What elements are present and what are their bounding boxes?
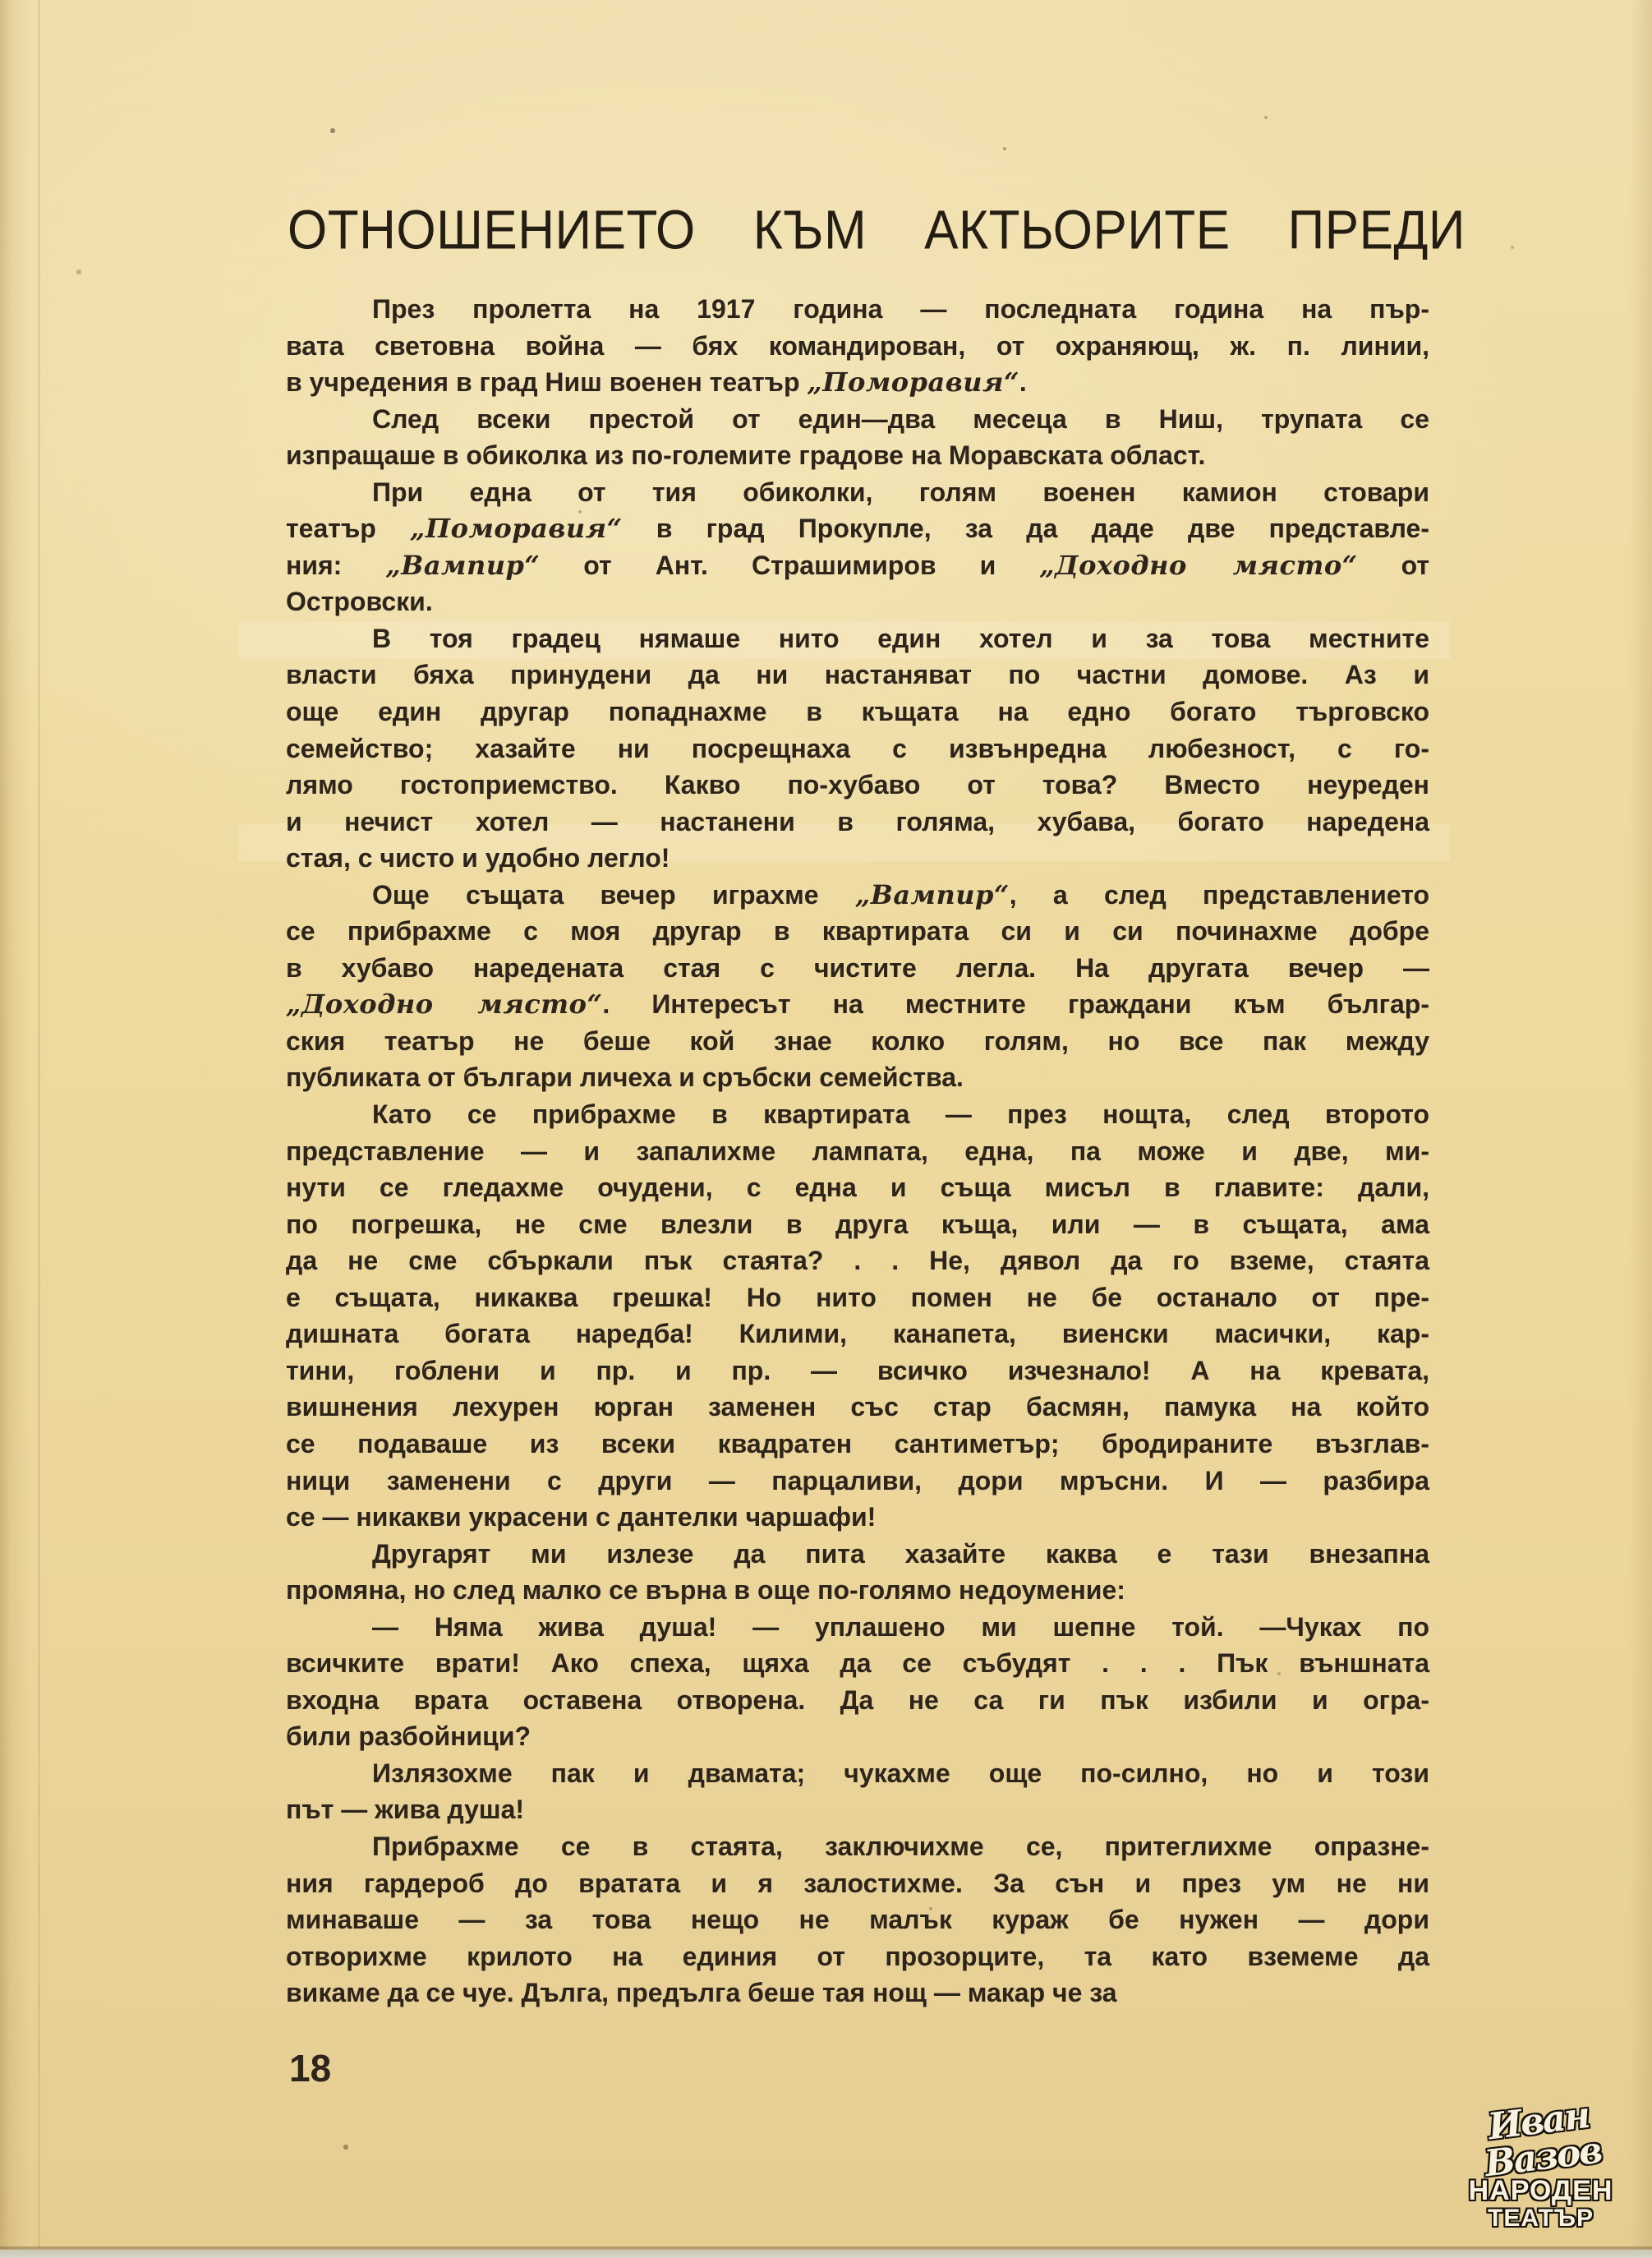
text-segment: нути се гледахме очудени, с една и съща мисъл в главите: дали, <box>286 1173 1429 1203</box>
text-segment: стая, с чисто и удобно легло! <box>286 843 670 873</box>
text-segment: , а след представлението <box>1009 879 1430 910</box>
italic-text-segment: „Поморавия“ <box>807 366 1019 399</box>
text-segment: се прибрахме с моя другар в квартирата си и си починахме добре <box>286 916 1429 947</box>
text-line <box>286 1169 1429 1206</box>
text-line <box>286 401 1429 438</box>
text-line <box>286 620 1429 657</box>
text-segment: изпращаше в обиколка из по-големите градове на Моравската област. <box>286 440 1206 471</box>
theatre-stamp <box>1461 2094 1621 2232</box>
text-segment: тини, гоблени и пр. и пр. — всичко изчезнало! А на кревата, <box>286 1355 1429 1385</box>
text-line <box>286 1828 1429 1865</box>
text-segment: викаме да се чуе. Дълга, предълга беше тая нощ — макар че за <box>286 1978 1117 2008</box>
text-segment: ния гардероб до вратата и я залостихме. За сън и през ум не ни <box>286 1868 1429 1898</box>
text-line <box>286 474 1429 511</box>
italic-text-segment: „Вампир“ <box>854 878 1010 910</box>
text-line <box>286 1536 1429 1573</box>
text-segment: в хубаво наредената стая с чистите легла. На другата вечер — <box>286 952 1429 983</box>
text-segment: път — жива душа! <box>286 1795 525 1825</box>
text-line <box>286 1133 1429 1170</box>
text-segment: входна врата оставена отворена. Да не са ги пък избили и огра- <box>286 1684 1429 1715</box>
text-line <box>286 767 1429 804</box>
text-line <box>286 291 1429 328</box>
text-segment: дишната богата наредба! Килими, канапета, виенски масички, кар- <box>286 1319 1429 1349</box>
text-segment: в град Прокупле, за да даде две представле- <box>622 514 1430 544</box>
text-segment: да не сме сбъркали пък стаята? . . Не, дявол да го вземе, стаята <box>286 1246 1429 1276</box>
text-segment: още един другар попаднахме в къщата на едно богато търговско <box>286 697 1429 727</box>
text-line <box>286 1901 1429 1938</box>
text-segment: от Ант. Страшимиров и <box>540 550 1040 580</box>
text-line <box>286 1096 1429 1133</box>
text-line <box>286 1499 1429 1536</box>
text-segment: ници заменени с други — парцаливи, дори мръсни. И — разбира <box>286 1465 1429 1495</box>
text-line <box>286 1975 1429 2011</box>
text-line <box>286 1426 1429 1463</box>
text-segment: — Няма жива душа! — уплашено ми шепне той. —Чуках по <box>372 1611 1429 1642</box>
text-line <box>286 1316 1429 1352</box>
text-segment: . <box>1019 367 1027 398</box>
text-line <box>286 364 1429 401</box>
text-line <box>286 1206 1429 1243</box>
text-line <box>286 877 1429 914</box>
text-line <box>286 840 1429 877</box>
text-line <box>286 1023 1429 1060</box>
text-segment: и нечист хотел — настанени в голяма, хубава, богато наредена <box>286 806 1429 836</box>
text-segment: При една от тия обиколки, голям военен камион стовари <box>372 477 1429 507</box>
text-line <box>286 1865 1429 1902</box>
paper-speckles <box>0 0 2 2</box>
text-line <box>286 1242 1429 1279</box>
text-segment: промяна, но след малко се върна в още по-голямо недоумение: <box>286 1575 1125 1606</box>
text-segment: всичките врати! Ако спеха, щяха да се събудят . . . Пък външната <box>286 1648 1429 1679</box>
text-segment: по погрешка, не сме влезли в друга къща, или — в същата, ама <box>286 1209 1429 1239</box>
text-line <box>286 1572 1429 1609</box>
text-segment: След всеки престой от един—два месеца в Ниш, трупата се <box>372 403 1429 434</box>
stamp-text-line1: НАРОДЕН <box>1468 2175 1613 2206</box>
text-segment: вата световна война — бях командирован, от охраняющ, ж. п. линии, <box>286 330 1429 361</box>
italic-text-segment: „Вампир“ <box>385 549 541 581</box>
scanner-edge-strip <box>0 2246 1652 2258</box>
page-binding-seam <box>38 0 40 2258</box>
text-segment: семейство; хазайте ни посрещнаха с извънредна любезност, с го- <box>286 733 1429 763</box>
text-segment: Като се прибрахме в квартирата — през нощта, след второто <box>372 1099 1429 1130</box>
text-segment: През пролетта на 1917 година — последната година на пър- <box>372 294 1429 324</box>
text-segment: ския театър не беше кой знае колко голям, но все пак между <box>286 1025 1429 1056</box>
text-segment: власти бяха принудени да ни настаняват по частни домове. Аз и <box>286 660 1429 690</box>
text-line <box>286 583 1429 620</box>
page-number: 18 <box>289 2047 332 2090</box>
text-segment: отворихме крилото на единия от прозорците, та като вземеме да <box>286 1941 1429 1971</box>
text-segment: лямо гостоприемство. Какво по-хубаво от това? Вместо неуреден <box>286 770 1429 800</box>
text-line <box>286 1938 1429 1975</box>
text-line <box>286 913 1429 950</box>
text-segment: е същата, никаква грешка! Но нито помен не бе останало от пре- <box>286 1282 1429 1312</box>
text-line <box>286 1352 1429 1389</box>
text-line <box>286 1718 1429 1755</box>
text-segment: се — никакви украсени с дантелки чаршафи! <box>286 1502 877 1532</box>
text-line <box>286 730 1429 767</box>
text-segment: театър <box>286 514 411 544</box>
page-title: ОТНОШЕНИЕТО КЪМ АКТЬОРИТЕ ПРЕДИ <box>288 200 1466 261</box>
text-line <box>286 1389 1429 1426</box>
text-segment: Още същата вечер играхме <box>372 879 855 910</box>
text-line <box>286 804 1429 841</box>
text-segment: Островски. <box>286 587 433 617</box>
text-line <box>286 1682 1429 1719</box>
italic-text-segment: „Поморавия“ <box>410 513 623 545</box>
text-segment: ния: <box>286 550 386 580</box>
text-segment: представление — и запалихме лампата, една, па може и две, ми- <box>286 1136 1429 1166</box>
stamp-signature: Иван Вазов <box>1482 2094 1604 2186</box>
text-segment: Излязохме пак и двамата; чукахме още по-силно, но и този <box>372 1758 1429 1788</box>
text-line <box>286 328 1429 365</box>
italic-text-segment: „Доходно място“ <box>1039 549 1358 581</box>
text-line <box>286 1279 1429 1316</box>
text-line <box>286 694 1429 730</box>
text-line <box>286 986 1429 1023</box>
text-line <box>286 1791 1429 1828</box>
text-line <box>286 1463 1429 1500</box>
text-line <box>286 547 1429 584</box>
text-line <box>286 657 1429 694</box>
text-line <box>286 1609 1429 1646</box>
text-column <box>286 291 1429 2011</box>
text-segment: Другарят ми излезе да пита хазайте каква е тази внезапна <box>372 1538 1429 1569</box>
text-line <box>286 510 1429 547</box>
text-segment: в учредения в град Ниш военен театър <box>286 367 808 398</box>
text-segment: се подаваше из всеки квадратен сантиметър; бродираните възглав- <box>286 1428 1429 1458</box>
text-line <box>286 437 1429 474</box>
italic-text-segment: „Доходно място“ <box>286 988 603 1021</box>
text-line <box>286 950 1429 987</box>
text-segment: В тоя градец нямаше нито един хотел и за това местните <box>372 623 1429 653</box>
text-line <box>286 1059 1429 1096</box>
text-segment: минаваше — за това нещо не малък кураж бе нужен — дори <box>286 1905 1429 1935</box>
text-segment: . Интересът на местните граждани към българ- <box>602 989 1430 1020</box>
stamp-text-line2: ТЕАТЪР <box>1488 2205 1594 2232</box>
text-segment: публиката от българи личеха и сръбски семейства. <box>286 1062 964 1093</box>
text-segment: били разбойници? <box>286 1721 531 1752</box>
text-segment: от <box>1357 550 1430 580</box>
text-line <box>286 1645 1429 1682</box>
text-line <box>286 1755 1429 1792</box>
text-segment: Прибрахме се в стаята, заключихме се, притеглихме опразне- <box>372 1831 1429 1861</box>
text-segment: вишнения лехурен юрган заменен със стар басмян, памука на който <box>286 1392 1429 1422</box>
